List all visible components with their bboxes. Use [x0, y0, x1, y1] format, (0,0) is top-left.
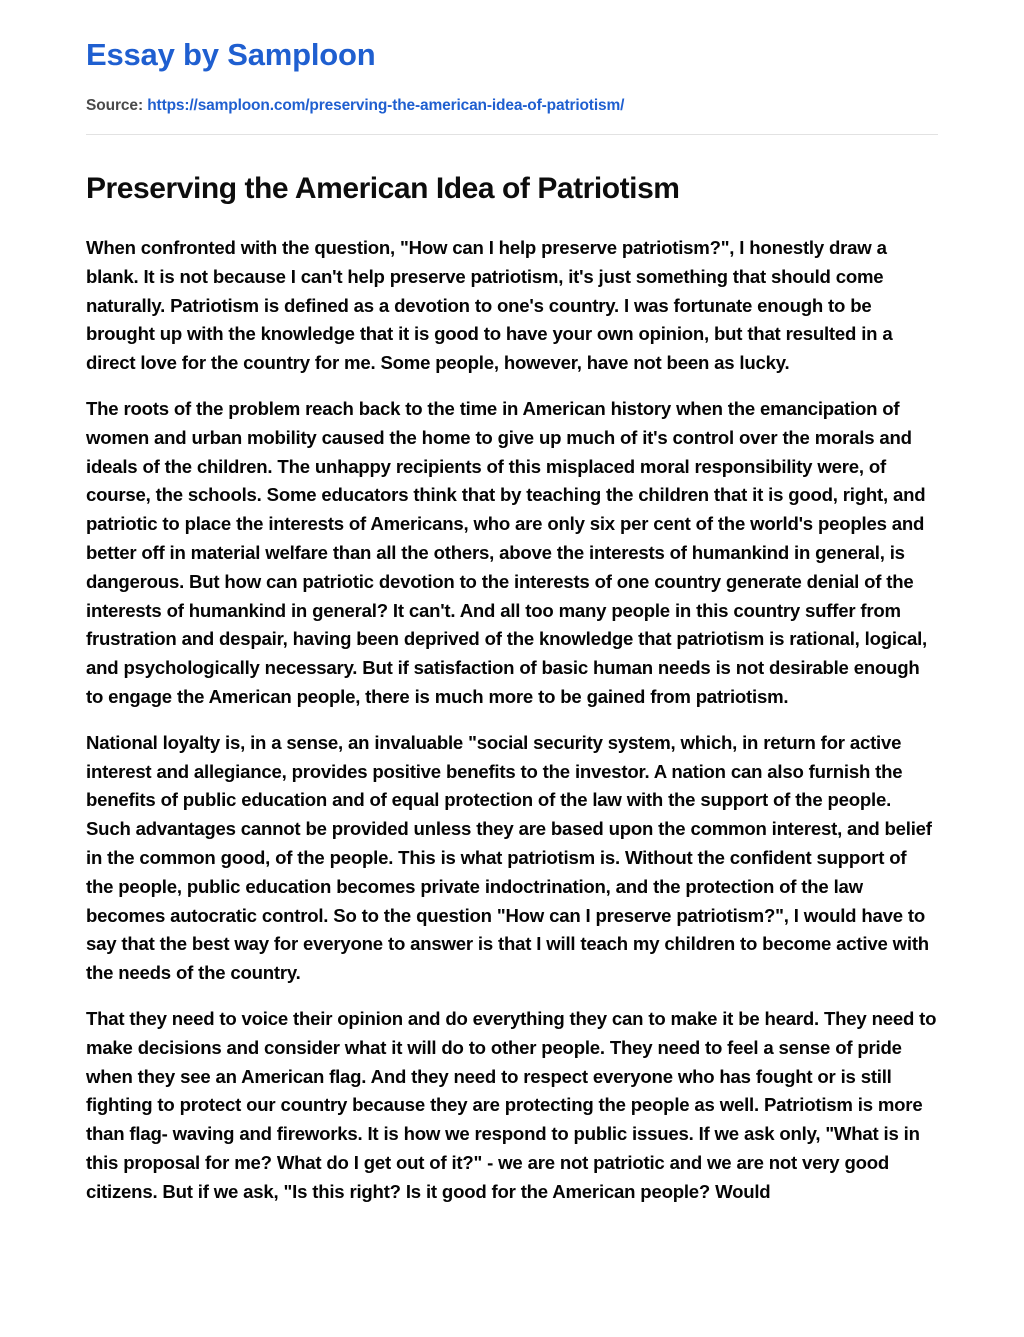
- paragraph: That they need to voice their opinion and do everything they can to make it be heard. They need to make decisions and consider what it will do to other people. They need to feel a sense of pride when they see an American flag. And they need to respect everyone who has fought or is still fighting to protect our country because they are protecting the people as well. Patriotism is more than flag- waving and fireworks. It is how we respond to public issues. If we ask only, "What is in this proposal for me? What do I get out of it?" - we are not patriotic and we are not very good citizens. But if we ask, "Is this right? Is it good for the American people? Would: [86, 1007, 937, 1202]
- site-title: Essay by Samploon: [86, 37, 376, 72]
- page-title: Preserving the American Idea of Patriotism: [86, 172, 680, 205]
- paragraph: National loyalty is, in a sense, an invaluable "social security system, which, in return for active interest and allegiance, provides positive benefits to the investor. A nation can also furnish the benefits of public education and of equal protection of the law with the support of the people. Such advantages cannot be provided unless they are based upon the common interest, and belief in the common good, of the people. This is what patriotism is. Without the confident support of the people, public education becomes private indoctrination, and the protection of the law becomes autocratic control. So to the question "How can I preserve patriotism?", I would have to say that the best way for everyone to answer is that I will teach my children to become active with the needs of the country.: [86, 731, 932, 984]
- paragraph: When confronted with the question, "How can I help preserve patriotism?", I honestly draw a blank. It is not because I can't help preserve patriotism, it's just something that should come naturally. Patriotism is defined as a devotion to one's country. I was fortunate enough to be brought up with the knowledge that it is good to have your own opinion, but that resulted in a direct love for the country for me. Some people, however, have not been as lucky.: [86, 237, 893, 374]
- header-divider: [86, 134, 938, 135]
- paragraph: The roots of the problem reach back to the time in American history when the emancipation of women and urban mobility caused the home to give up much of it's control over the morals and ideals of the children. The unhappy recipients of this misplaced moral responsibility were, of course, the schools. Some educators think that by teaching the children that it is good, right, and patriotic to place the interests of Americans, who are only six per cent of the world's peoples and better off in material welfare than all the others, above the interests of humankind in general, is dangerous. But how can patriotic devotion to the interests of one country generate denial of the interests of humankind in general? It can't. And all too many people in this country suffer from frustration and despair, having been deprived of the knowledge that patriotism is rational, logical, and psychologically necessary. But if satisfaction of basic human needs is not desirable enough to engage the American people, there is much more to be gained from patriotism.: [86, 397, 927, 707]
- source-label: Source:: [86, 97, 144, 114]
- source-line: [86, 74, 938, 116]
- essay-body: [86, 208, 938, 1207]
- source-url-link[interactable]: https://samploon.com/preserving-the-american-idea-of-patriotism/: [147, 97, 625, 114]
